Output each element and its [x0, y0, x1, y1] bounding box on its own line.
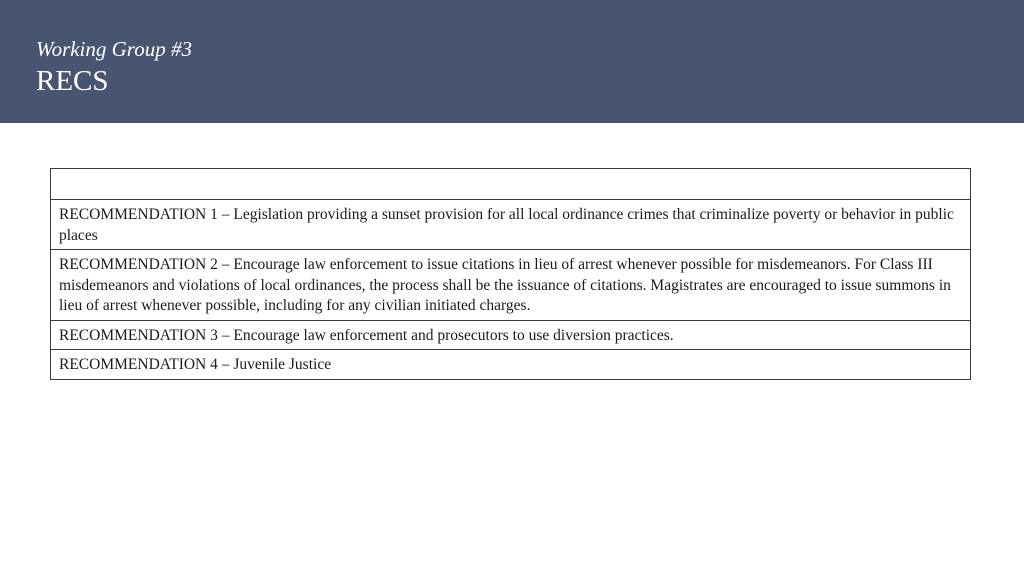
slide-subtitle: Working Group #3	[36, 37, 192, 61]
table-row	[51, 200, 971, 250]
recommendation-3-cell: RECOMMENDATION 3 – Encourage law enforcement and prosecutors to use diversion practices.	[51, 320, 971, 350]
header-band	[0, 0, 1024, 123]
table-row	[51, 350, 971, 380]
recommendation-1-cell: RECOMMENDATION 1 – Legislation providing a sunset provision for all local ordinance crimes that criminalize poverty or behavior in public places	[51, 200, 971, 250]
slide-title: RECS	[36, 65, 109, 97]
recommendations-table	[50, 168, 971, 380]
table-header-row	[51, 169, 971, 200]
recommendation-2-cell: RECOMMENDATION 2 – Encourage law enforcement to issue citations in lieu of arrest whenever possible for misdemeanors. For Class III misdemeanors and violations of local ordinances, the process shall be the issuance of citations. Magistrates are encouraged to issue summons in lieu of arrest whenever possible, including for any civilian initiated charges.	[51, 250, 971, 321]
recommendation-4-cell: RECOMMENDATION 4 – Juvenile Justice	[51, 350, 971, 380]
table-row	[51, 320, 971, 350]
table-row	[51, 250, 971, 321]
table-header-cell	[51, 169, 971, 200]
